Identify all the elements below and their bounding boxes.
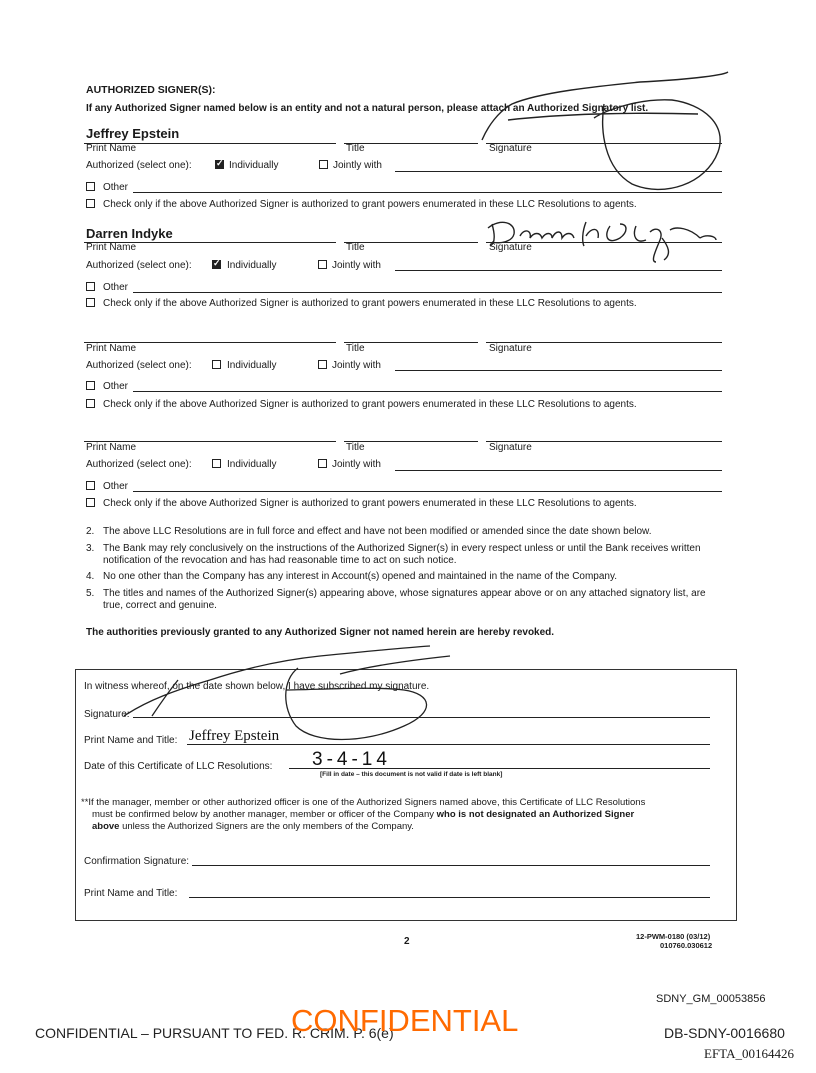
signer-name: Jeffrey Epstein xyxy=(86,126,180,141)
jointly-label: Jointly with xyxy=(332,459,381,470)
clause-text-cont: notification of the revocation and has had reasonable time to act on such notice. xyxy=(103,555,457,566)
title-label: Title xyxy=(346,442,365,453)
jointly-label: Jointly with xyxy=(332,260,381,271)
title-label: Title xyxy=(346,343,365,354)
other-label: Other xyxy=(103,182,129,193)
witness-signature-label: Signature: xyxy=(84,709,130,720)
clause-number: 2. xyxy=(86,526,95,537)
clause-text: The Bank may rely conclusively on the instructions of the Authorized Signer(s) in every respect unless or until the Bank receives written xyxy=(103,543,701,554)
clause-text-cont: true, correct and genuine. xyxy=(103,600,217,611)
witness-note-2b: who is not designated an Authorized Signer xyxy=(436,809,635,820)
other-label: Other xyxy=(103,481,129,492)
title-label: Title xyxy=(346,242,365,253)
witness-intro: In witness whereof, on the date shown below, I have subscribed my signature. xyxy=(84,681,430,692)
signature-label: Signature xyxy=(489,442,532,453)
form-code: 12-PWM-0180 (03/12) xyxy=(636,932,711,941)
print-name-label: Print Name xyxy=(86,343,137,354)
authorized-select-label: Authorized (select one): xyxy=(86,360,192,371)
signature-jeffrey-epstein-top xyxy=(482,72,728,189)
confirm-print-name-label: Print Name and Title: xyxy=(84,888,178,899)
witness-note-2a: must be confirmed below by another manager, member or officer of the Company xyxy=(92,809,437,820)
witness-date-note: [Fill in date – this document is not valid if date is left blank] xyxy=(320,771,503,778)
individually-label: Individually xyxy=(227,459,277,470)
clause-number: 5. xyxy=(86,588,95,599)
bates-top: SDNY_GM_00053856 xyxy=(656,993,766,1005)
authorized-select-label: Authorized (select one): xyxy=(86,160,192,171)
bates-right: DB-SDNY-0016680 xyxy=(664,1025,785,1041)
clause-text: The above LLC Resolutions are in full force and effect and have not been modified or amended since the date shown below. xyxy=(103,526,652,537)
signature-darren-indyke xyxy=(488,222,716,262)
witness-date-value: 3-4-14 xyxy=(312,749,391,770)
jointly-label: Jointly with xyxy=(332,360,381,371)
witness-note: **If the manager, member or other authorized officer is one of the Authorized Signers named above, this Certificate of LLC Resolutions xyxy=(81,797,646,808)
signature-label: Signature xyxy=(489,143,532,154)
individually-label: Individually xyxy=(227,260,277,271)
signer-name: Darren Indyke xyxy=(86,226,173,241)
individually-label: Individually xyxy=(229,160,279,171)
signature-label: Signature xyxy=(489,242,532,253)
witness-note-3b: unless the Authorized Signers are the only members of the Company. xyxy=(119,821,414,832)
section-instruction: If any Authorized Signer named below is an entity and not a natural person, please attach an Authorized Signatory list. xyxy=(86,103,649,114)
witness-note-3a: above xyxy=(92,821,120,832)
witness-print-name-value: Jeffrey Epstein xyxy=(189,728,280,744)
clause-text: No one other than the Company has any interest in Account(s) opened and maintained in the name of the Company. xyxy=(103,571,618,582)
witness-date-label: Date of this Certificate of LLC Resolutions: xyxy=(84,761,273,772)
clause-number: 4. xyxy=(86,571,95,582)
print-name-label: Print Name xyxy=(86,143,137,154)
powers-label: Check only if the above Authorized Signer is authorized to grant powers enumerated in these LLC Resolutions to agents. xyxy=(103,199,637,210)
page-number: 2 xyxy=(404,936,410,947)
other-label: Other xyxy=(103,282,129,293)
efta-number: EFTA_00164426 xyxy=(704,1046,794,1061)
jointly-label: Jointly with xyxy=(333,160,382,171)
confirmation-signature-label: Confirmation Signature: xyxy=(84,856,190,867)
powers-label: Check only if the above Authorized Signer is authorized to grant powers enumerated in these LLC Resolutions to agents. xyxy=(103,298,637,309)
clause-text: The titles and names of the Authorized Signer(s) appearing above, whose signatures appear above or on any attached signatory list, are xyxy=(103,588,706,599)
powers-label: Check only if the above Authorized Signer is authorized to grant powers enumerated in these LLC Resolutions to agents. xyxy=(103,498,637,509)
signature-label: Signature xyxy=(489,343,532,354)
clause-number: 3. xyxy=(86,543,95,554)
confidential-watermark: CONFIDENTIAL xyxy=(291,1003,519,1038)
authorized-select-label: Authorized (select one): xyxy=(86,260,192,271)
print-name-label: Print Name xyxy=(86,242,137,253)
other-label: Other xyxy=(103,381,129,392)
powers-label: Check only if the above Authorized Signer is authorized to grant powers enumerated in these LLC Resolutions to agents. xyxy=(103,399,637,410)
footer-confidential: CONFIDENTIAL – PURSUANT TO FED. R. CRIM. P. 6(e) xyxy=(35,1025,394,1041)
section-title: AUTHORIZED SIGNER(S): xyxy=(86,84,216,96)
authorized-select-label: Authorized (select one): xyxy=(86,459,192,470)
witness-print-name-label: Print Name and Title: xyxy=(84,735,178,746)
individually-label: Individually xyxy=(227,360,277,371)
form-code-2: 010760.030612 xyxy=(660,941,713,950)
revoked-statement: The authorities previously granted to any Authorized Signer not named herein are hereby revoked. xyxy=(86,627,555,638)
print-name-label: Print Name xyxy=(86,442,137,453)
signature-jeffrey-epstein-witness xyxy=(124,646,450,740)
title-label: Title xyxy=(346,143,365,154)
